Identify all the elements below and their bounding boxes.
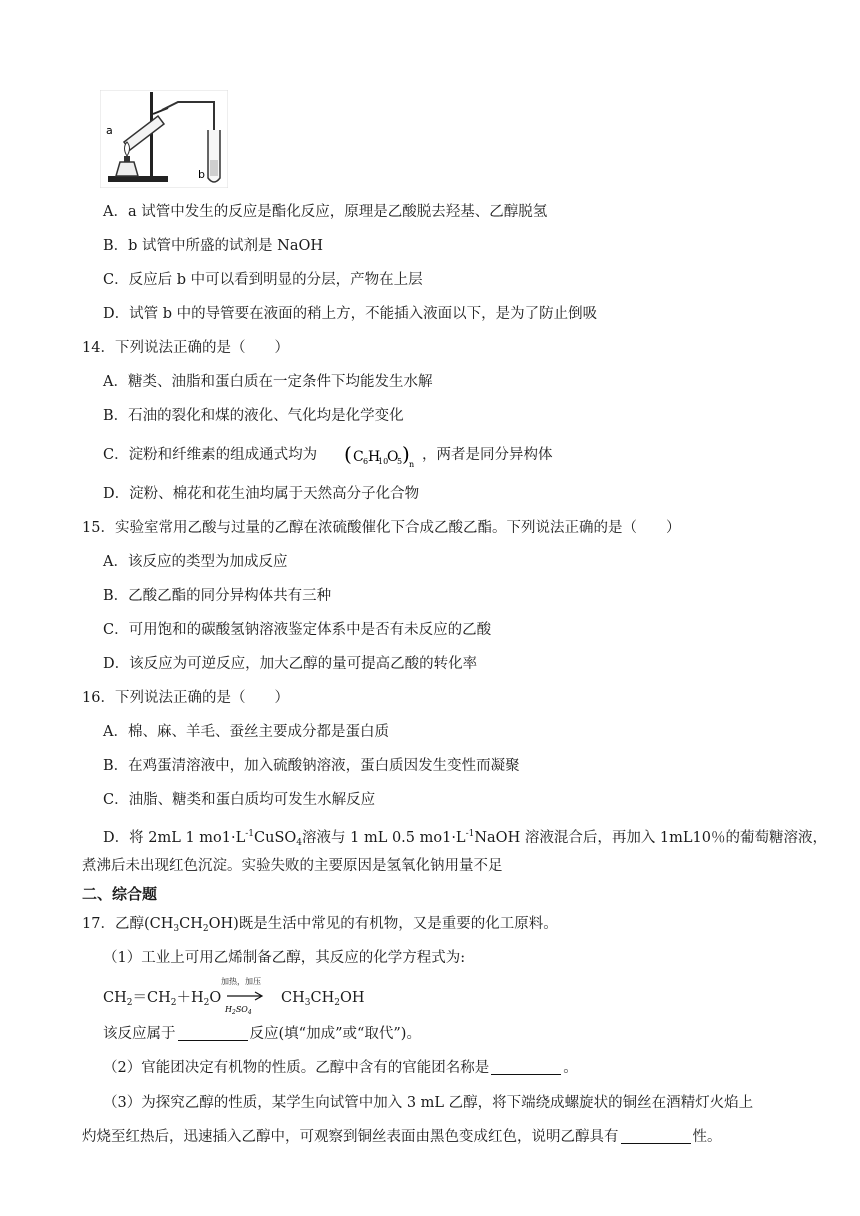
q16-option-a: A．棉、麻、羊毛、蚕丝主要成分都是蛋白质 <box>103 724 389 740</box>
answer-blank-3[interactable] <box>621 1127 691 1144</box>
apparatus-diagram <box>100 90 228 188</box>
svg-text:6: 6 <box>363 457 369 466</box>
q15-option-d: D．该反应为可逆反应，加大乙醇的量可提高乙酸的转化率 <box>103 656 478 672</box>
equation-rhs: $CH_3CH_2OH$ <box>281 990 365 1008</box>
equation-lhs: $CH_2=CH_2+H_2O$ <box>103 990 222 1008</box>
svg-text:C: C <box>353 449 364 465</box>
q16-option-b: B．在鸡蛋清溶液中，加入硫酸钠溶液，蛋白质因发生变性而凝聚 <box>103 758 520 774</box>
formula-c6h10o5-n <box>344 443 414 469</box>
q16-stem: 16．下列说法正确的是（ ） <box>82 690 289 706</box>
svg-text:H2SO4: $H_2SO_4$ <box>225 1005 252 1015</box>
answer-blank-2[interactable] <box>491 1058 561 1075</box>
q17-part2: （2）官能团决定有机物的性质。乙醇中含有的官能团名称是 。 <box>103 1060 578 1076</box>
q15-option-c: C．可用饱和的碳酸氢钠溶液鉴定体系中是否有未反应的乙酸 <box>103 622 492 638</box>
q14-stem: 14．下列说法正确的是（ ） <box>82 340 289 356</box>
q16-option-d-line2: 煮沸后未出现红色沉淀。实验失败的主要原因是氢氧化钠用量不足 <box>82 858 503 874</box>
q16-option-d: D．将 2mL 1 $mo1\cdot L^{-1}CuSO_4$溶液与 1 mL 0.5 $mo1\cdot L^{-1}NaOH$ 溶液混合后，再加入 1mL10％的葡萄糖溶液， <box>103 829 827 848</box>
arrow-top-label: 加热，加压 <box>221 977 261 986</box>
svg-text:): ) <box>402 443 410 466</box>
svg-text:10: 10 <box>378 457 389 466</box>
answer-blank-1[interactable] <box>178 1024 248 1041</box>
arrow-bottom-label <box>223 1003 263 1015</box>
q14-option-c-text: C．淀粉和纤维素的组成通式均为 <box>103 447 318 463</box>
q17-part1: （1）工业上可用乙烯制备乙醇，其反应的化学方程式为: <box>103 950 466 966</box>
q15-option-b: B．乙酸乙酯的同分异构体共有三种 <box>103 588 332 604</box>
svg-text:5: 5 <box>397 457 403 466</box>
label-a: a <box>106 124 113 137</box>
q13-option-c: C．反应后 b 中可以看到明显的分层，产物在上层 <box>103 272 423 288</box>
q13-option-d: D．试管 b 中的导管要在液面的稍上方，不能插入液面以下，是为了防止倒吸 <box>103 306 598 322</box>
reaction-arrow <box>221 976 273 1016</box>
label-b: b <box>198 168 205 181</box>
q14-option-b: B．石油的裂化和煤的液化、气化均是化学变化 <box>103 408 404 424</box>
q14-option-a: A．糖类、油脂和蛋白质在一定条件下均能发生水解 <box>103 374 433 390</box>
q17-stem: 17．乙醇$(CH_3CH_2OH)$既是生活中常见的有机物，又是重要的化工原料。 <box>82 916 558 934</box>
section-title: 二、综合题 <box>82 885 158 903</box>
apparatus-figure <box>100 90 228 188</box>
q15-option-a: A．该反应的类型为加成反应 <box>103 554 288 570</box>
svg-text:n: n <box>409 460 414 469</box>
q17-part3-line2: 灼烧至红热后，迅速插入乙醇中，可观察到铜丝表面由黑色变成红色，说明乙醇具有 性。 <box>82 1129 722 1145</box>
q17-part1-answer: 该反应属于 反应(填“加成”或“取代”)。 <box>103 1026 421 1042</box>
q14-option-c-tail: ，两者是同分异构体 <box>422 447 553 463</box>
q17-part3-line1: （3）为探究乙醇的性质，某学生向试管中加入 3 mL 乙醇，将下端绕成螺旋状的铜丝在酒精灯火焰上 <box>103 1095 754 1111</box>
svg-text:O: O <box>387 449 399 465</box>
q13-option-a: A．a 试管中发生的反应是酯化反应，原理是乙酸脱去羟基、乙醇脱氢 <box>103 204 548 220</box>
q14-option-d: D．淀粉、棉花和花生油均属于天然高分子化合物 <box>103 486 420 502</box>
svg-text:H: H <box>368 449 381 465</box>
q15-stem: 15．实验室常用乙酸与过量的乙醇在浓硫酸催化下合成乙酸乙酯。下列说法正确的是（ ） <box>82 520 681 536</box>
q14-option-c <box>103 445 317 465</box>
arrow-icon <box>225 991 265 1001</box>
svg-text:(: ( <box>344 443 352 466</box>
q13-option-b: B．b 试管中所盛的试剂是 NaOH <box>103 238 324 254</box>
q16-option-c: C．油脂、糖类和蛋白质均可发生水解反应 <box>103 792 376 808</box>
